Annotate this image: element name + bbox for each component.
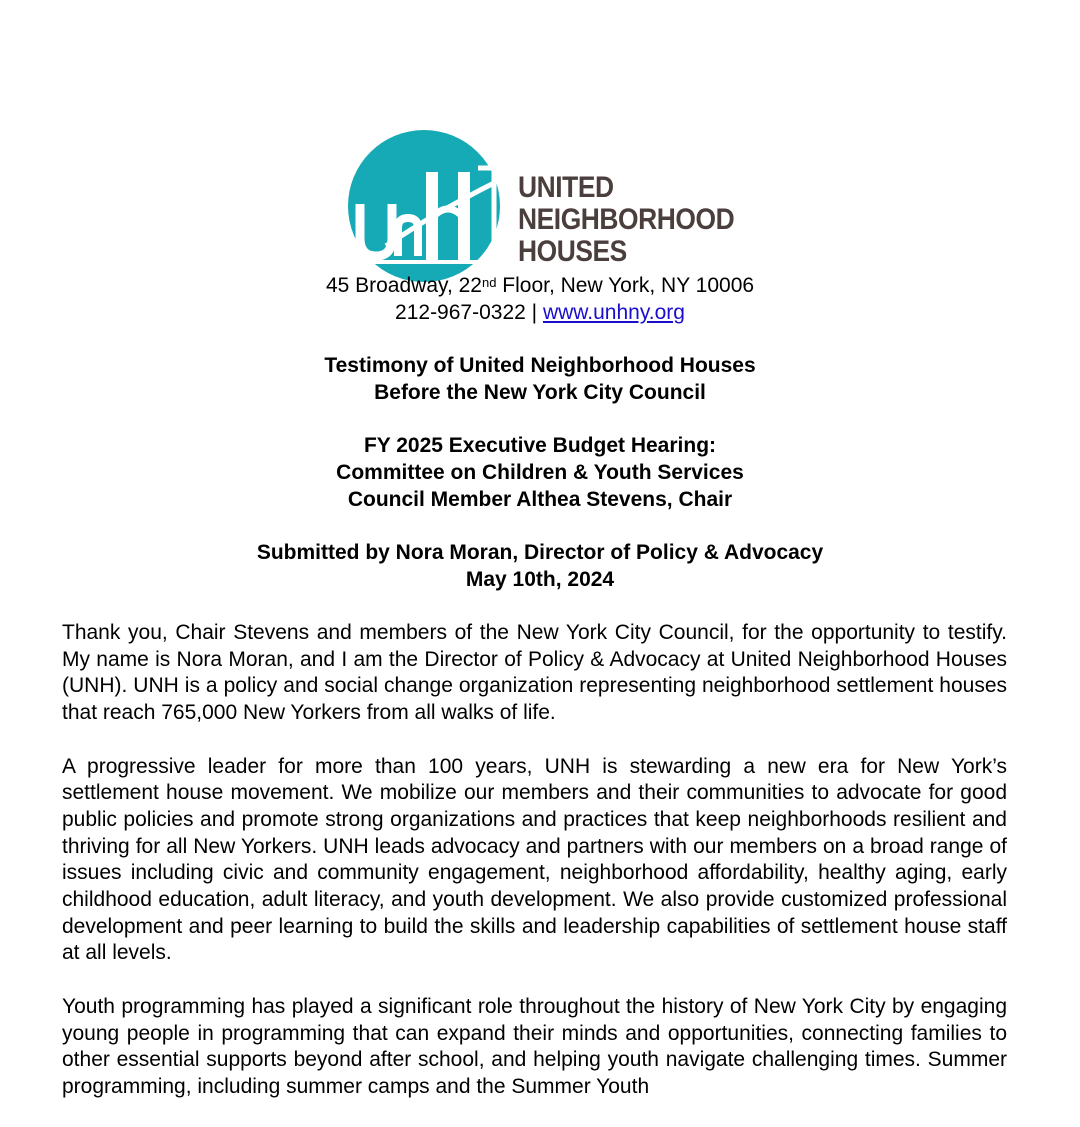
address-prefix: 45 Broadway, 22 xyxy=(325,274,482,297)
unh-logo-mark xyxy=(346,142,506,268)
hearing-title: FY 2025 Executive Budget Hearing: xyxy=(363,434,717,457)
website-link[interactable]: www.unhny.org xyxy=(542,301,685,324)
paragraph-about-unh: A progressive leader for more than 100 years, UNH is stewarding a new era for New York’s settlement house movement. We mobilize our members and their communities to advocate for good public policies and promote strong organizations and practices that keep neighborhoods resilient and thriving for all New Yorkers. UNH leads advocacy and partners with our members on a broad range of issues including civic and community engagement, neighborhood affordability, healthy aging, early childhood education, adult literacy, and youth development. We also provide customized professional development and peer learning to build the skills and leadership capabilities of settlement house staff at all levels. xyxy=(62,754,1007,965)
unh-logo-wordmark xyxy=(518,172,738,268)
document-body xyxy=(62,620,1007,1127)
before-council-title: Before the New York City Council xyxy=(374,381,706,404)
unh-logo xyxy=(346,142,736,268)
submission-date: May 10th, 2024 xyxy=(465,568,615,591)
testimony-title: Testimony of United Neighborhood Houses xyxy=(324,354,756,377)
testimony-heading xyxy=(0,352,1080,406)
paragraph-intro: Thank you, Chair Stevens and members of the New York City Council, for the opportunity to testify. My name is Nora Moran, and I am the Director of Policy & Advocacy at United Neighborhood Houses (UNH). UNH is a policy and social change organization representing neighborhood settlement houses that reach 765,000 New Yorkers from all walks of life. xyxy=(62,621,1007,725)
logo-line-united: UNITED xyxy=(518,171,614,204)
hearing-heading xyxy=(0,432,1080,513)
address-superscript: nd xyxy=(481,275,497,290)
submitted-by: Submitted by Nora Moran, Director of Policy & Advocacy xyxy=(256,541,824,564)
paragraph-youth-programming: Youth programming has played a significant role throughout the history of New York City by engaging young people in programming that can expand their minds and opportunities, connecting families to other essential supports beyond after school, and helping youth navigate challenging times. Summer programming, including summer camps and the Summer Youth xyxy=(62,994,1007,1098)
logo-line-neighborhood: NEIGHBORHOOD xyxy=(518,203,735,236)
address-suffix: Floor, New York, NY 10006 xyxy=(496,274,755,297)
contact-line xyxy=(0,299,1080,326)
submission-heading xyxy=(0,539,1080,593)
logo-line-houses: HOUSES xyxy=(518,235,627,268)
document-titles xyxy=(0,352,1080,619)
chair-title: Council Member Althea Stevens, Chair xyxy=(347,488,733,511)
address-line xyxy=(0,272,1080,299)
letterhead xyxy=(0,272,1080,326)
committee-title: Committee on Children & Youth Services xyxy=(336,461,744,484)
phone-number: 212-967-0322 | xyxy=(395,301,543,324)
